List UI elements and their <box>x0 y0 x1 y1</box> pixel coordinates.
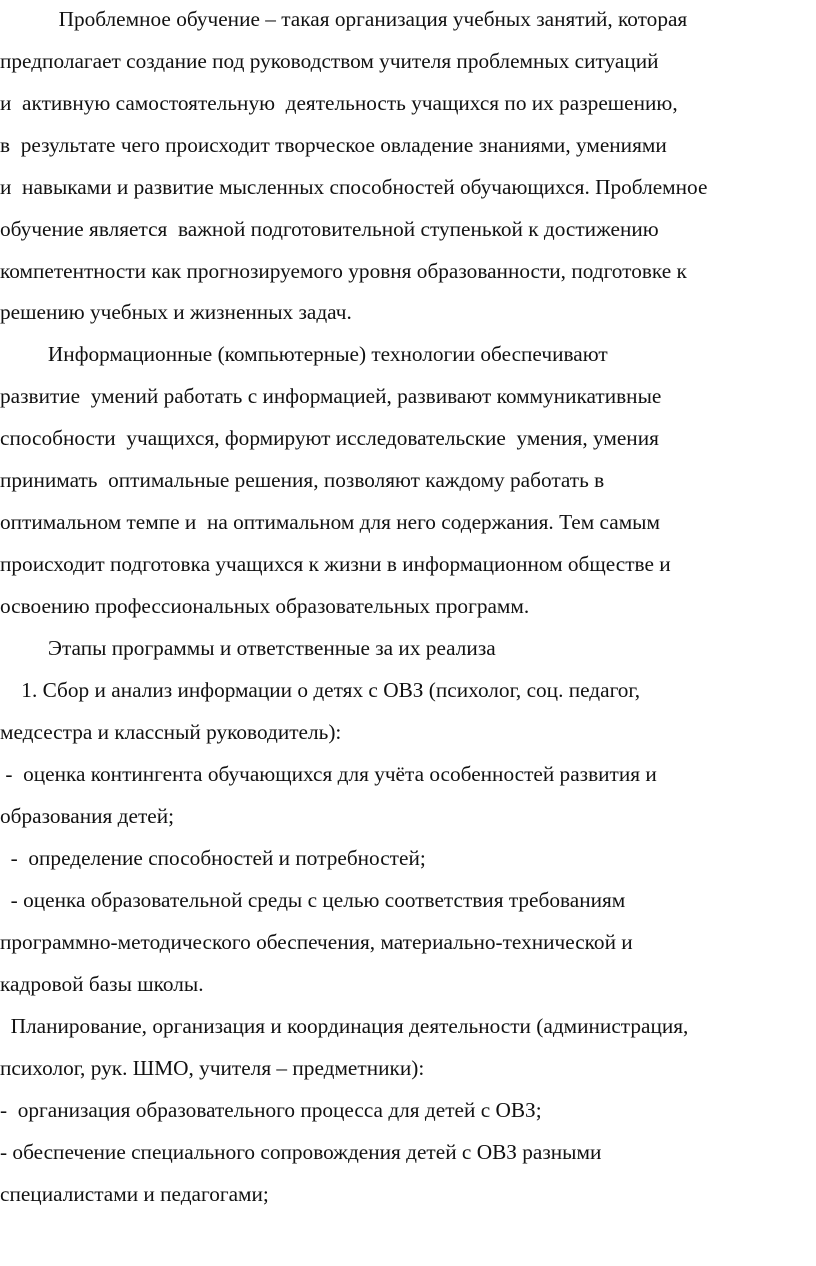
text-line: развитие умений работать с информацией, развивают коммуникативные <box>0 384 662 408</box>
text-line: кадровой базы школы. <box>0 972 204 996</box>
text-line: происходит подготовка учащихся к жизни в информационном обществе и <box>0 552 671 576</box>
text-line: решению учебных и жизненных задач. <box>0 300 352 324</box>
text-line: компетентности как прогнозируемого уровня образованности, подготовке к <box>0 259 687 283</box>
text-line: Этапы программы и ответственные за их реализа <box>0 636 496 660</box>
text-line: специалистами и педагогами; <box>0 1182 269 1206</box>
text-line: образования детей; <box>0 804 175 828</box>
text-line: и навыками и развитие мысленных способностей обучающихся. Проблемное <box>0 175 708 199</box>
text-line: принимать оптимальные решения, позволяют каждому работать в <box>0 468 605 492</box>
text-line: оптимальном темпе и на оптимальном для него содержания. Тем самым <box>0 510 660 534</box>
text-line: - определение способностей и потребностей; <box>0 846 426 870</box>
text-line: Проблемное обучение – такая организация учебных занятий, которая <box>0 7 688 31</box>
text-line: в результате чего происходит творческое овладение знаниями, умениями <box>0 133 667 157</box>
text-line: Планирование, организация и координация деятельности (администрация, <box>0 1014 689 1038</box>
text-line: освоению профессиональных образовательных программ. <box>0 594 530 618</box>
text-line: - оценка образовательной среды с целью соответствия требованиям <box>0 888 626 912</box>
text-line: предполагает создание под руководством учителя проблемных ситуаций <box>0 49 659 73</box>
text-line: - обеспечение специального сопровождения детей с ОВЗ разными <box>0 1140 602 1164</box>
text-line: программно-методического обеспечения, материально-технической и <box>0 930 633 954</box>
text-line: способности учащихся, формируют исследовательские умения, умения <box>0 426 659 450</box>
text-line: - оценка контингента обучающихся для учёта особенностей развития и <box>0 762 657 786</box>
text-line: - организация образовательного процесса для детей с ОВЗ; <box>0 1098 542 1122</box>
text-line: обучение является важной подготовительной ступенькой к достижению <box>0 217 659 241</box>
text-line: Информационные (компьютерные) технологии обеспечивают <box>0 342 608 366</box>
text-line: медсестра и классный руководитель): <box>0 720 342 744</box>
text-line: 1. Сбор и анализ информации о детях с ОВЗ (психолог, соц. педагог, <box>0 678 641 702</box>
text-line: психолог, рук. ШМО, учителя – предметники): <box>0 1056 425 1080</box>
text-line: и активную самостоятельную деятельность учащихся по их разрешению, <box>0 91 678 115</box>
